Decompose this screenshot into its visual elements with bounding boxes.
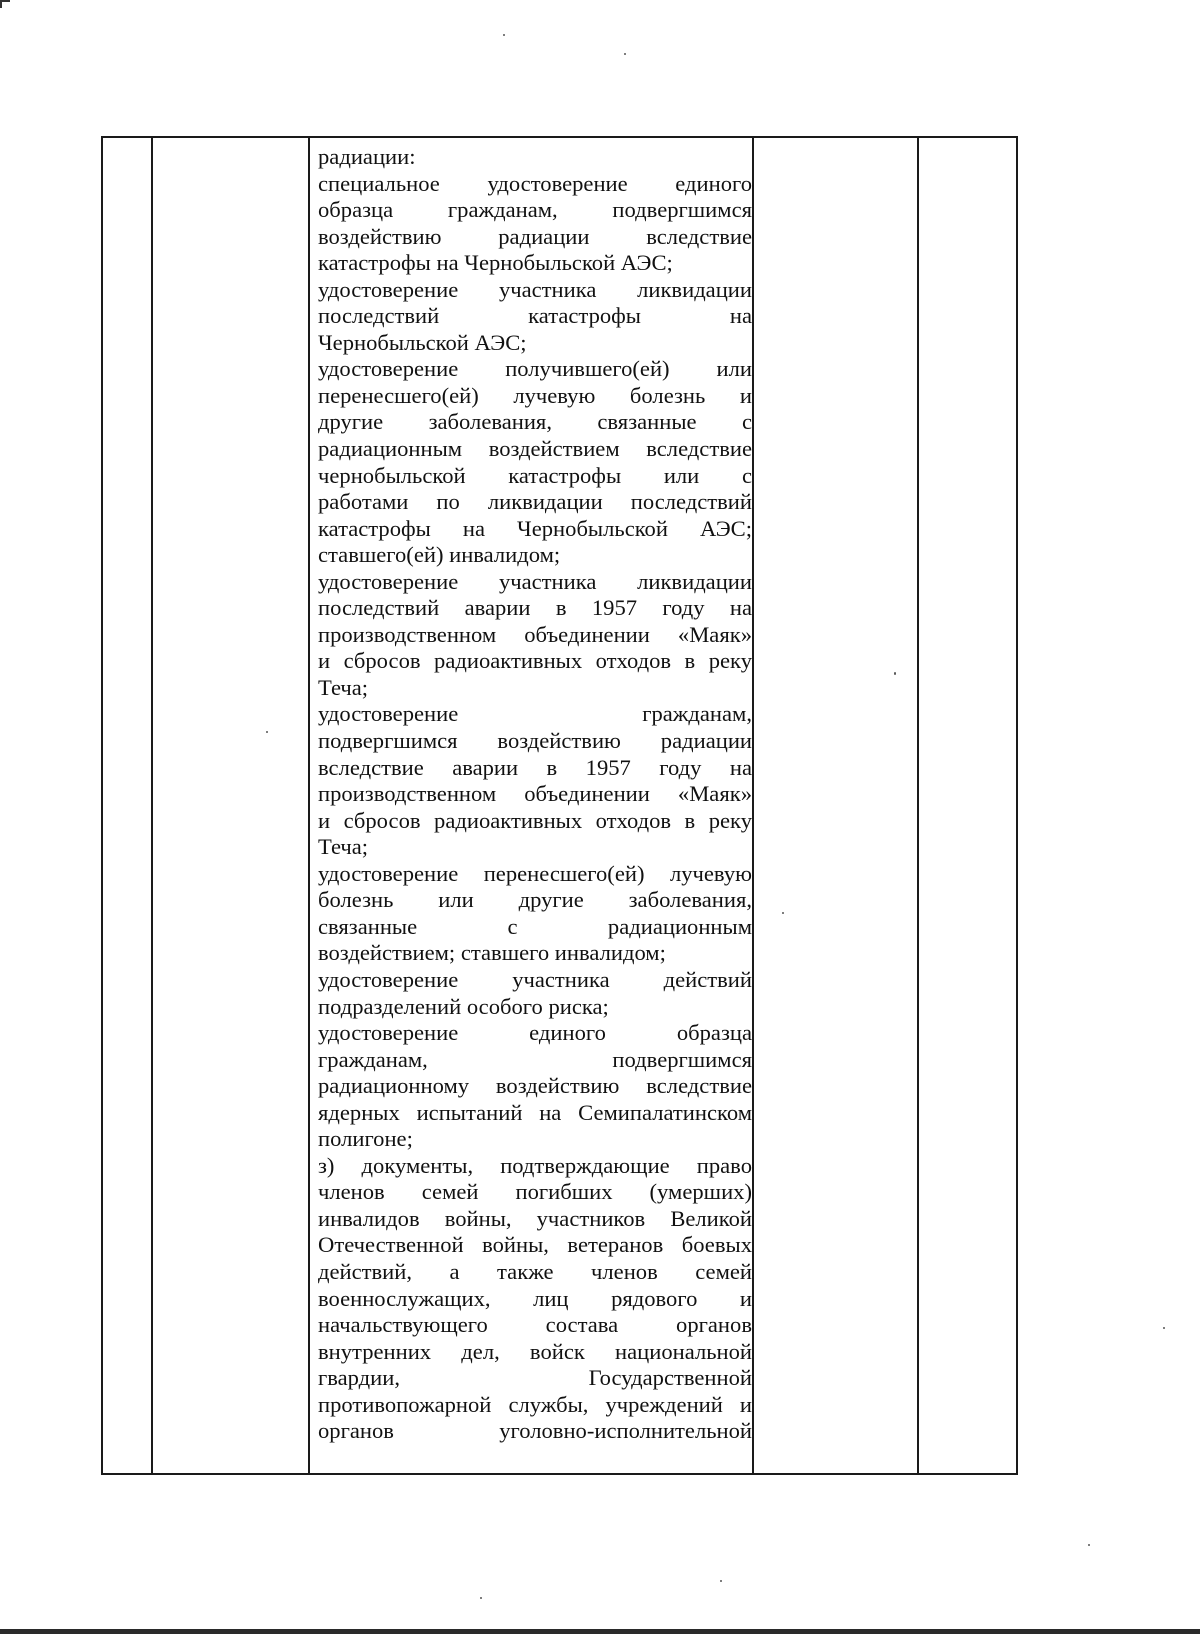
text-line: Теча; bbox=[318, 674, 369, 700]
text-line: противопожарной службы, учреждений и bbox=[318, 1391, 752, 1417]
scan-speck bbox=[720, 1580, 722, 1582]
column-divider-3 bbox=[752, 138, 754, 1473]
text-line: членов семей погибших (умерших) bbox=[318, 1179, 752, 1205]
text-line: перенесшего(ей) лучевую болезнь и bbox=[318, 382, 752, 408]
document-text-cell bbox=[318, 144, 752, 1445]
text-line: Отечественной войны, ветеранов боевых bbox=[318, 1232, 752, 1258]
document-table bbox=[101, 136, 1018, 1475]
column-divider-4 bbox=[917, 138, 919, 1473]
text-line: подвергшимся воздействию радиации bbox=[318, 728, 752, 754]
text-line: работами по ликвидации последствий bbox=[318, 489, 752, 515]
text-line: удостоверение участника действий bbox=[318, 966, 752, 992]
text-line: производственном объединении «Маяк» bbox=[318, 621, 752, 647]
scan-speck bbox=[480, 1597, 482, 1599]
text-line: последствий катастрофы на bbox=[318, 303, 752, 329]
text-line: воздействию радиации вследствие bbox=[318, 223, 752, 249]
text-line: удостоверение получившего(ей) или bbox=[318, 356, 752, 382]
text-line: инвалидов войны, участников Великой bbox=[318, 1205, 752, 1231]
scan-speck bbox=[266, 731, 268, 733]
text-line: производственном объединении «Маяк» bbox=[318, 781, 752, 807]
text-line: удостоверение перенесшего(ей) лучевую bbox=[318, 860, 752, 886]
scan-speck bbox=[1088, 1544, 1090, 1546]
text-line: внутренних дел, войск национальной bbox=[318, 1338, 752, 1364]
text-line: последствий аварии в 1957 году на bbox=[318, 595, 752, 621]
text-line: болезнь или другие заболевания, bbox=[318, 887, 752, 913]
text-line: удостоверение участника ликвидации bbox=[318, 568, 752, 594]
text-line: гвардии, Государственной bbox=[318, 1365, 752, 1391]
text-line: удостоверение гражданам, bbox=[318, 701, 752, 727]
text-line: специальное удостоверение единого bbox=[318, 170, 752, 196]
scan-speck bbox=[782, 912, 784, 914]
text-line: связанные с радиационным bbox=[318, 913, 752, 939]
text-line: ставшего(ей) инвалидом; bbox=[318, 542, 561, 568]
text-line: чернобыльской катастрофы или с bbox=[318, 462, 752, 488]
scan-speck bbox=[503, 34, 505, 36]
text-line: образца гражданам, подвергшимся bbox=[318, 197, 752, 223]
text-line: подразделений особого риска; bbox=[318, 993, 609, 1019]
text-line: Теча; bbox=[318, 834, 369, 860]
text-line: военнослужащих, лиц рядового и bbox=[318, 1285, 752, 1311]
text-line: полигоне; bbox=[318, 1126, 413, 1152]
text-line: действий, а также членов семей bbox=[318, 1258, 752, 1284]
text-line: удостоверение единого образца bbox=[318, 1020, 752, 1046]
text-line: катастрофы на Чернобыльской АЭС; bbox=[318, 250, 673, 276]
text-line: ядерных испытаний на Семипалатинском bbox=[318, 1099, 752, 1125]
text-line: Чернобыльской АЭС; bbox=[318, 329, 527, 355]
text-line: вследствие аварии в 1957 году на bbox=[318, 754, 752, 780]
scan-corner-mark bbox=[0, 0, 10, 8]
scan-speck bbox=[1163, 1327, 1165, 1329]
text-line: радиации: bbox=[318, 144, 416, 169]
text-line: и сбросов радиоактивных отходов в реку bbox=[318, 807, 752, 833]
text-line: воздействием; ставшего инвалидом; bbox=[318, 940, 666, 966]
scan-speck bbox=[894, 672, 896, 675]
text-line: удостоверение участника ликвидации bbox=[318, 276, 752, 302]
text-line: и сбросов радиоактивных отходов в реку bbox=[318, 648, 752, 674]
text-line: гражданам, подвергшимся bbox=[318, 1046, 752, 1072]
text-line: другие заболевания, связанные с bbox=[318, 409, 752, 435]
column-divider-2 bbox=[308, 138, 310, 1473]
text-line: з) документы, подтверждающие право bbox=[318, 1152, 752, 1178]
text-line: радиационным воздействием вследствие bbox=[318, 436, 752, 462]
text-line: начальствующего состава органов bbox=[318, 1312, 752, 1338]
text-line: радиационному воздействию вследствие bbox=[318, 1073, 752, 1099]
text-line: катастрофы на Чернобыльской АЭС; bbox=[318, 515, 752, 541]
scan-bottom-edge bbox=[0, 1629, 1200, 1634]
scan-speck bbox=[624, 53, 626, 55]
text-line: органов уголовно-исполнительной bbox=[318, 1418, 752, 1444]
column-divider-1 bbox=[151, 138, 153, 1473]
